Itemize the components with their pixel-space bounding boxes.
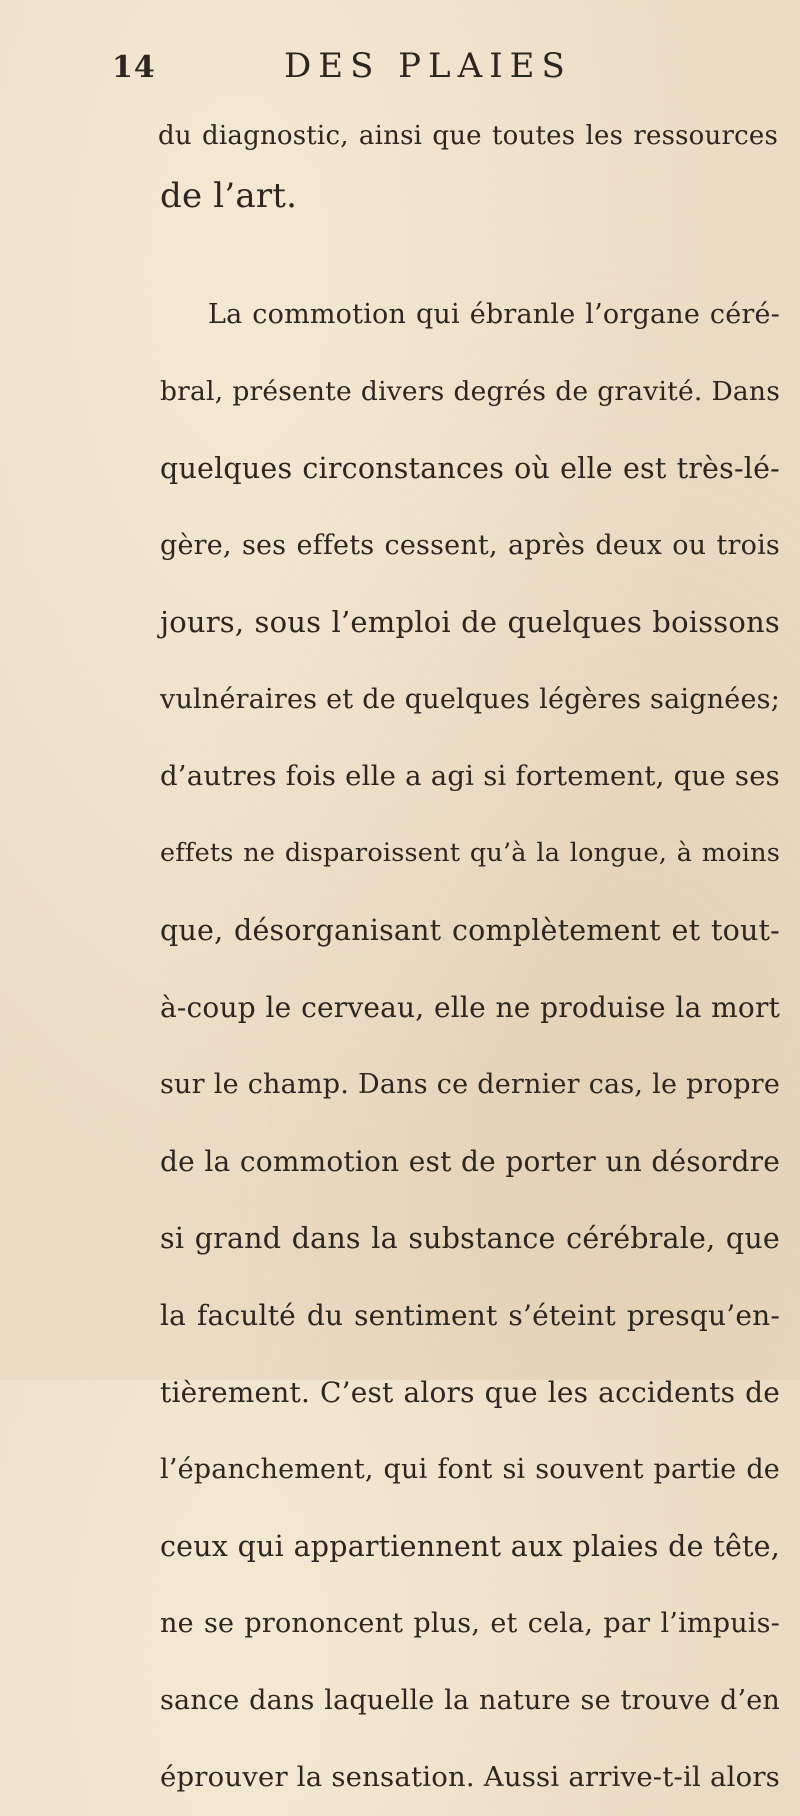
text-line: jours, sous l’emploi de quelques boissons bbox=[160, 605, 780, 639]
paragraph bbox=[160, 276, 780, 1816]
text-line: à-coup le cerveau, elle ne produise la mort bbox=[160, 991, 780, 1024]
text-line: ceux qui appartiennent aux plaies de tête, bbox=[160, 1530, 780, 1563]
text-line: gère, ses effets cessent, après deux ou trois bbox=[160, 530, 780, 561]
text-line: du diagnostic, ainsi que toutes les ressources bbox=[158, 121, 778, 151]
text-line: ne se prononcent plus, et cela, par l’impuis- bbox=[160, 1608, 780, 1639]
text-line: La commotion qui ébranle l’organe céré- bbox=[208, 299, 780, 330]
text-line: la faculté du sentiment s’éteint presqu’en- bbox=[160, 1299, 780, 1332]
text-line: éprouver la sensation. Aussi arrive-t-il alors bbox=[160, 1761, 780, 1793]
text-line: quelques circonstances où elle est très-lé- bbox=[160, 452, 780, 485]
running-head bbox=[112, 46, 772, 86]
text-line: d’autres fois elle a agi si fortement, que ses bbox=[160, 760, 780, 792]
paragraph-continuation bbox=[160, 106, 780, 226]
text-line: sur le champ. Dans ce dernier cas, le propre bbox=[160, 1069, 780, 1100]
text-line: effets ne disparoissent qu’à la longue, à moins bbox=[160, 838, 780, 868]
running-title: DES PLAIES bbox=[284, 46, 572, 86]
page-number: 14 bbox=[112, 50, 156, 85]
body-text bbox=[160, 106, 780, 1816]
text-line: l’épanchement, qui font si souvent partie de bbox=[160, 1454, 780, 1485]
text-line: que, désorganisant complètement et tout- bbox=[160, 914, 780, 947]
text-line: si grand dans la substance cérébrale, que bbox=[160, 1222, 780, 1255]
text-line: bral, présente divers degrés de gravité. Dans bbox=[160, 376, 780, 407]
text-line: de l’art. bbox=[160, 176, 298, 216]
text-line: tièrement. C’est alors que les accidents de bbox=[160, 1376, 780, 1409]
text-line: vulnéraires et de quelques légères saignées; bbox=[160, 684, 780, 715]
text-line: sance dans laquelle la nature se trouve d’en bbox=[160, 1685, 780, 1716]
text-line: de la commotion est de porter un désordre bbox=[160, 1145, 780, 1178]
